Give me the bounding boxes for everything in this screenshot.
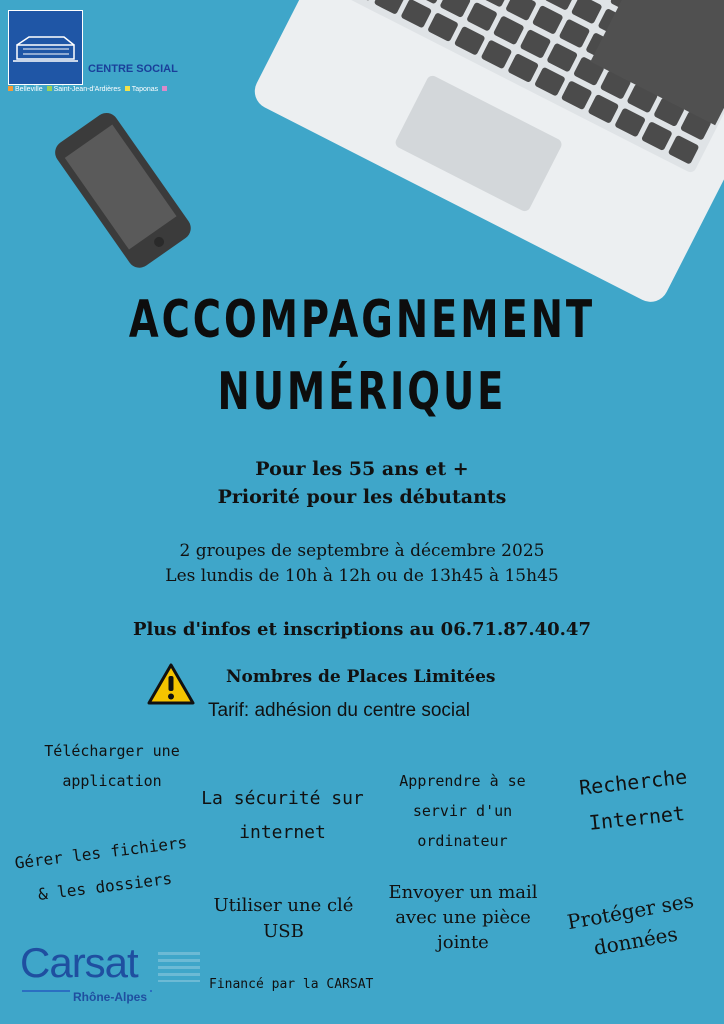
town-1: Belleville <box>15 86 43 93</box>
warning-icon <box>146 662 196 706</box>
smartphone-illustration <box>40 110 210 280</box>
topic-email: Envoyer un mail avec une pièce jointe <box>388 882 538 953</box>
page-title-line-2: NUMÉRIQUE <box>217 362 507 422</box>
centre-social-logo <box>8 10 83 85</box>
contact-info: Plus d'infos et inscriptions au 06.71.87.40.47 <box>133 619 591 640</box>
carsat-logo <box>20 940 205 1005</box>
topic-search: Recherche Internet <box>577 764 689 835</box>
audience-line-2: Priorité pour les débutants <box>217 486 507 508</box>
carsat-region: Rhône-Alpes <box>70 990 150 1004</box>
funder-note: Financé par la CARSAT <box>209 977 374 992</box>
audience-line-1: Pour les 55 ans et + <box>255 458 469 480</box>
topic-usb: Utiliser une clé USB <box>213 895 354 942</box>
price-info: Tarif: adhésion du centre social <box>208 700 470 721</box>
logo-name: CENTRE SOCIAL <box>88 63 178 75</box>
schedule-line-2: Les lundis de 10h à 12h ou de 13h45 à 15h45 <box>165 566 559 586</box>
topic-protect: Protéger ses données <box>565 888 696 960</box>
building-icon <box>9 11 82 84</box>
logo-towns <box>8 86 169 93</box>
topic-learn-computer: Apprendre à se servir d'un ordinateur <box>399 772 526 850</box>
topic-download-app: Télécharger une application <box>44 742 180 790</box>
town-2: Saint-Jean-d'Ardières <box>53 86 121 93</box>
page-title-line-1: ACCOMPAGNEMENT <box>128 290 596 350</box>
schedule-line-1: 2 groupes de septembre à décembre 2025 <box>179 541 545 561</box>
topic-files: Gérer les fichiers & les dossiers <box>13 832 189 905</box>
carsat-brand: Carsat <box>20 939 138 986</box>
town-3: Taponas <box>131 86 159 93</box>
topic-security: La sécurité sur internet <box>201 788 364 843</box>
limited-places: Nombres de Places Limitées <box>226 667 496 687</box>
